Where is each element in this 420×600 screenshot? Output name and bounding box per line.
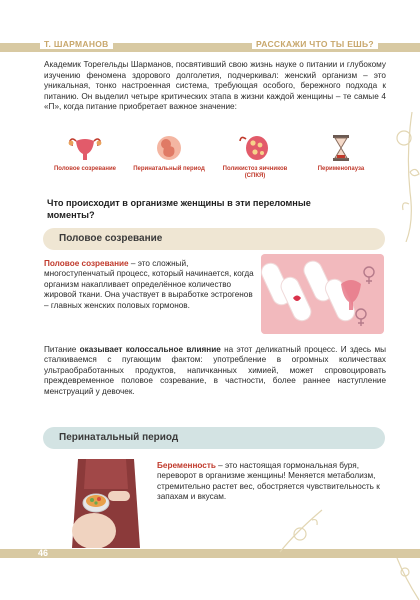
section-pill-puberty (43, 228, 385, 250)
ovary-icon (238, 133, 272, 163)
page-number: 46 (38, 548, 49, 558)
pregnant-woman-photo (56, 459, 150, 548)
pregnancy-text: – это настоящая гормональная буря, переворот в организме женщины! Меняется метаболизм, стремительно растет вес, обостряется чувствительность к запахам и вкусам. (157, 461, 380, 502)
stage-perimenopause (302, 133, 380, 173)
stages-row (46, 133, 376, 193)
para-start: Питание (44, 345, 80, 354)
term-pregnancy: Беременность (157, 461, 216, 470)
pads-illustration (261, 254, 384, 334)
stage-label: Поликистоз яичников (СПКЯ) (222, 166, 288, 179)
floral-decoration-right (392, 112, 420, 242)
para-rest: на этот деликатный процесс. И здесь мы сталкиваемся с пугающим фактом: употребление в огромных количествах ультраобработанных продуктов, напичканных химией, может спровоцировать преждевременное половое созревание, в частности, более раннее наступление менструаций у девочек. (44, 345, 387, 396)
floral-decoration-corner (395, 558, 420, 600)
section-question: Что происходит в организме женщины в эти переломные моменты? (47, 198, 311, 220)
footer-bar (0, 549, 420, 558)
stage-perinatal (130, 133, 208, 173)
section-title: Половое созревание (59, 233, 163, 244)
fetus-icon (152, 133, 186, 163)
uterus-icon (68, 133, 102, 163)
term-puberty: Половое созревание (44, 259, 129, 268)
puberty-description (44, 259, 256, 311)
pregnancy-description (157, 461, 387, 503)
para-bold: оказывает колоссальное влияние (79, 345, 221, 354)
stage-puberty (46, 133, 124, 173)
stage-label: Перинатальный период (133, 166, 205, 172)
hourglass-icon (324, 133, 358, 163)
section-pill-perinatal (43, 427, 385, 449)
floral-decoration-bottom (276, 508, 326, 553)
nutrition-paragraph (44, 345, 386, 397)
stage-label: Перименопауза (317, 166, 365, 172)
puberty-text: – это сложный, многоступенчатый процесс, который начинается, когда организм накапливает определённое количество жировой ткани. Она участвует в выработке эстрогенов – главных женских половых гормонов. (44, 259, 254, 310)
section-title: Перинатальный период (59, 432, 179, 443)
intro-paragraph: Академик Торегельды Шарманов, посвятивший свою жизнь науке о питании и глубокому изучению феномена здорового долголетия, подчеркивал: женский организм – это уникальная, тонко настроенная система, требующая особого, бережного подхода к питанию. Он выделил четыре критических этапа в жизни каждой женщины – те самые 4 «П», когда питание приобретает важное значение: (44, 60, 386, 112)
stage-pcos (216, 133, 294, 180)
stage-label: Половое созревание (53, 166, 116, 172)
header-author: Т. ШАРМАНОВ (40, 39, 113, 49)
header-title: РАССКАЖИ ЧТО ТЫ ЕШЬ? (252, 39, 378, 49)
